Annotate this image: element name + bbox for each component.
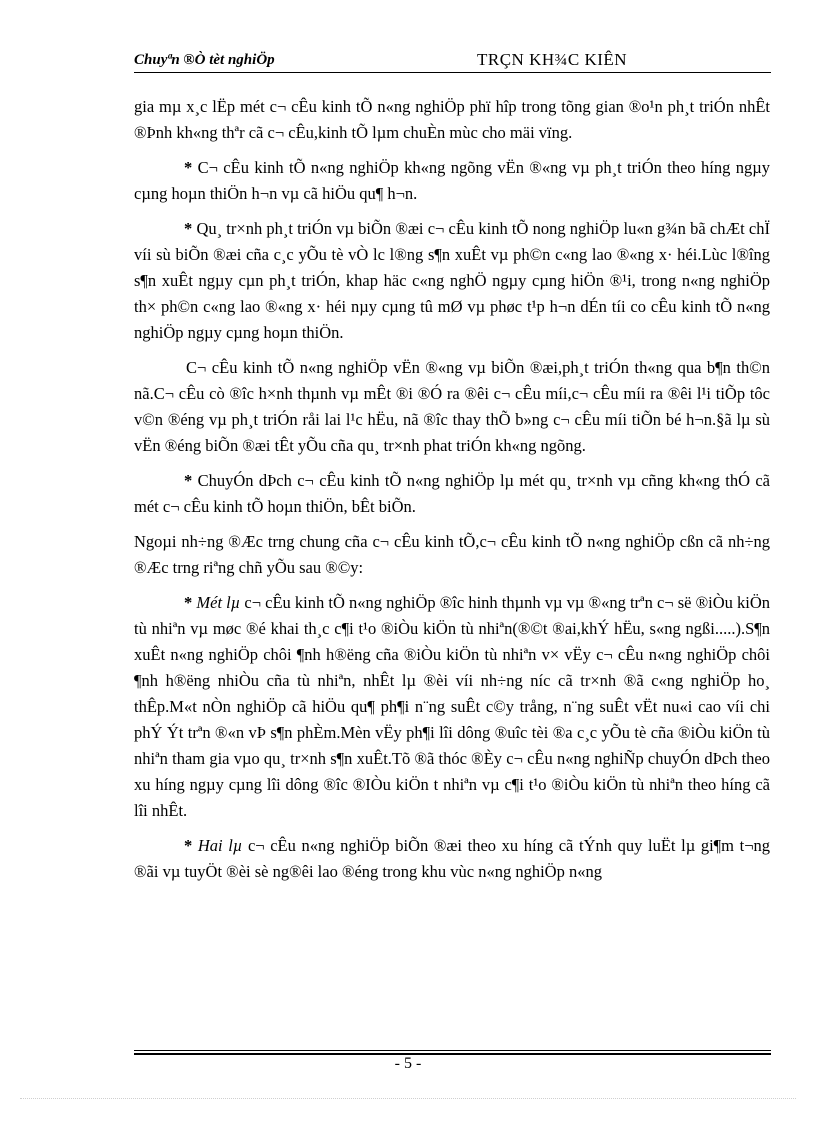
- paragraph: [134, 216, 770, 346]
- bullet-star: *: [184, 836, 193, 855]
- bullet-star: *: [184, 158, 193, 177]
- paragraph-lead: Mét lµ: [192, 593, 241, 612]
- paragraph-text: C¬ cÊu kinh tÕ n«ng nghiÖp kh«ng ngõng vËn ®«ng vµ ph¸t triÓn theo híng ngµy cµng hoµn thiÖn h¬n vµ cã hiÖu qu¶ h¬n.: [134, 158, 770, 203]
- paragraph-lead: Hai lµ: [192, 836, 243, 855]
- page-number: - 5 -: [394, 1055, 422, 1072]
- document-body: [134, 94, 770, 894]
- paragraph-text: c¬ cÊu n«ng nghiÖp biÕn ®æi theo xu híng cã tÝnh quy luËt lµ gi¶m t¬ng ®ãi vµ tuyÖt ®èi sè ng®êi lao ®éng trong khu vùc n«ng nghiÖp n«ng: [134, 836, 770, 881]
- page-header: [134, 48, 771, 72]
- bullet-star: *: [184, 593, 193, 612]
- paragraph: [134, 155, 770, 207]
- paragraph: [134, 590, 770, 824]
- footer-rule: [134, 1050, 771, 1051]
- header-author: TRÇN KH¾C KIÊN: [477, 50, 628, 69]
- paragraph-text: ChuyÓn dÞch c¬ cÊu kinh tÕ n«ng nghiÖp lµ mét qu¸ tr×nh vµ cñng kh«ng thÓ cã mét c¬ cÊu kinh tÕ hoµn thiÖn, bÊt biÕn.: [134, 471, 770, 516]
- paragraph-text: gia mµ x¸c lËp mét c¬ cÊu kinh tÕ n«ng nghiÖp phï hîp trong tõng gian ®o¹n ph¸t triÓn nhÊt ®Þnh kh«ng thªr cã c¬ cÊu,kinh tÕ lµm chuÈn mùc cho mäi vïng.: [134, 97, 770, 142]
- page-edge: [20, 1098, 796, 1099]
- header-rule: [134, 72, 771, 73]
- paragraph-text: C¬ cÊu kinh tÕ n«ng nghiÖp vËn ®«ng vµ biÕn ®æi,ph¸t triÓn th«ng qua b¶n th©n nã.C¬ cÊu cò ®îc h×nh thµnh vµ mÊt ®i ®Ó ra ®êi c¬ cÊu míi,c¬ cÊu míi ra ®êi l¹i tiÕp tôc v©n ®éng vµ ph¸t triÓn råi lai l¹c hËu, nã ®îc thay thÕ b»ng c¬ cÊu míi tiÕn bé h¬n.§ã lµ sù vËn ®éng biÕn ®æi tÊt yÕu cña qu¸ tr×nh phat triÓn kh«ng ngõng.: [134, 358, 770, 455]
- paragraph: [134, 94, 770, 146]
- paragraph: [134, 833, 770, 885]
- paragraph: [134, 355, 770, 459]
- paragraph: [134, 529, 770, 581]
- header-doc-type: Chuyªn ®Ò tèt nghiÖp: [134, 52, 275, 68]
- paragraph-text: c¬ cÊu kinh tÕ n«ng nghiÖp ®îc hinh thµnh vµ vµ ®«ng trªn c¬ së ®iÒu kiÖn tù nhiªn vµ møc ®é khai th¸c c¶i t¹o ®iÒu kiÖn tù nhiªn(®©t ®ai,khÝ hËu, s«ng ngßi.....).S¶n xuÊt n«ng nghiÖp chôi ¶nh h®ëng cña ®iÒu kiÖn tù nhiªn v× vËy c¬ cÊu n«ng nghiÖp chôi ¶nh h®ëng nhiÒu cña tù nhiªn, nhÊt lµ ®èi víi nh÷ng níc cã tr×nh ®ã c«ng nghiÖp ho¸ thÊp.M«t nÒn nghiÖp cã hiÖu qu¶ ph¶i n¨ng suÊt c©y trång, n¨ng suÊt vËt nu«i cao víi chi phÝ Ýt trªn ®«n vÞ s¶n phÈm.Mèn vËy ph¶i lîi dông ®uîc tèi ®a c¸c yÕu tè cña ®iÒu kiÖn tù nhiªn tham gia vµo qu¸ tr×nh s¶n xuÊt.Tõ ®ã thóc ®Èy c¬ cÊu n«ng nghiÑp chuyÓn dÞch theo xu híng ngµy cµng lîi dông ®îc ®IÒu kiÖn t nhiªn vµ c¶i t¹o ®iÒu kiÖn tù nhiªn theo híng cã lîi nhÊt.: [134, 593, 770, 820]
- paragraph: [134, 468, 770, 520]
- paragraph-text: Qu¸ tr×nh ph¸t triÓn vµ biÕn ®æi c¬ cÊu kinh tÕ nong nghiÖp lu«n g¾n bã chÆt chÏ víi sù biÕn ®æi cña c¸c yÕu tè vÒ lc l®ng s¶n xuÊt vµ ph©n c«ng lao ®«ng x· héi.Lùc l®îng s¶n xuÊt ngµy cµn ph¸t triÓn, khap häc c«ng nghÖ ngµy cµng hiÖn ®¹i, trong n«ng nghiÖp th× ph©n c«ng lao ®«ng x· héi nµy cµng tû mØ vµ phøc t¹p h¬n dÉn tíi co cÊu kinh tÕ n«ng nghiÖp ngµy cµng hoµn thiÖn.: [134, 219, 770, 342]
- bullet-star: *: [184, 219, 193, 238]
- bullet-star: *: [184, 471, 193, 490]
- paragraph-text: Ngoµi nh÷ng ®Æc trng chung cña c¬ cÊu kinh tÕ,c¬ cÊu kinh tÕ n«ng nghiÖp cßn cã nh÷ng ®Æc trng riªng chñ yÕu sau ®©y:: [134, 532, 770, 577]
